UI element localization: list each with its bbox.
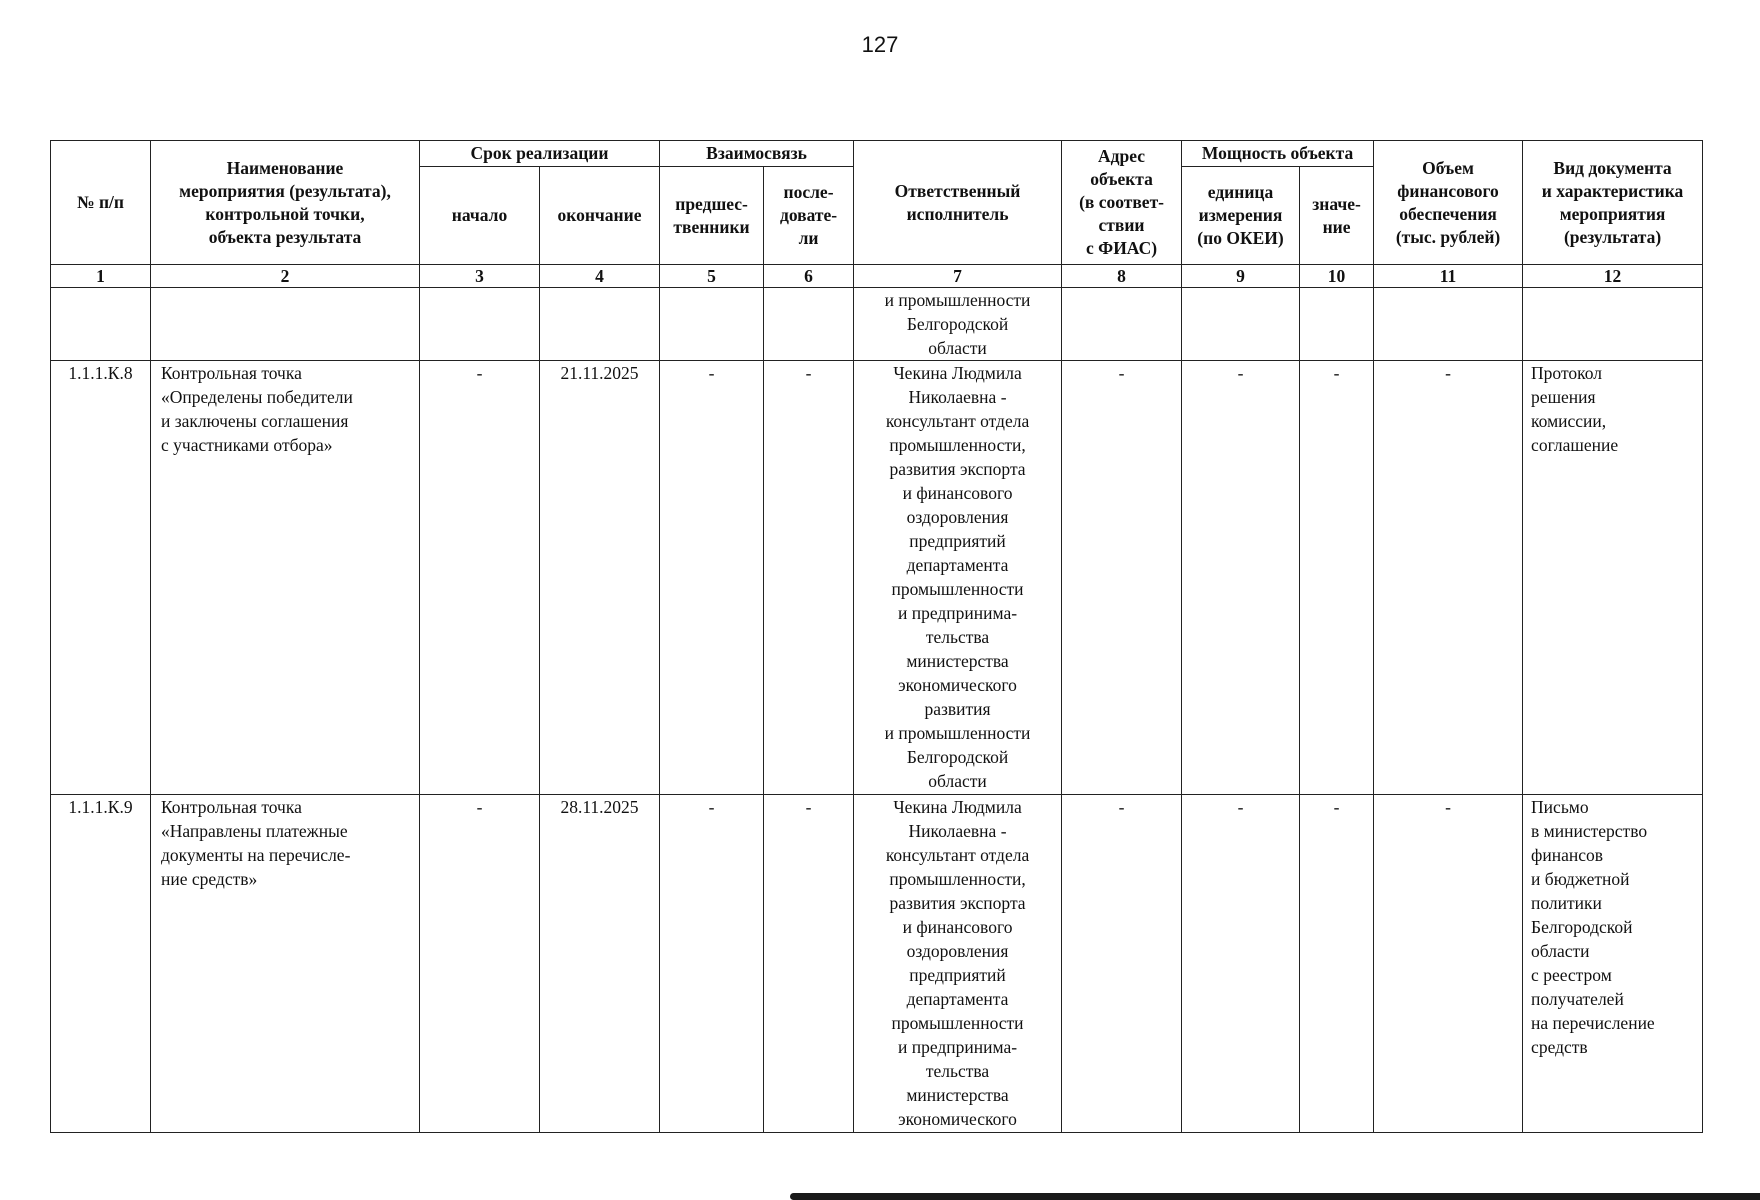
cell-name: [151, 288, 420, 361]
cell-start: [420, 288, 540, 361]
cell-successors: [764, 288, 854, 361]
column-number: 2: [151, 265, 420, 288]
header-successors: после- довате- ли: [764, 167, 854, 265]
header-power-group: Мощность объекта: [1182, 141, 1374, 167]
cell-predecessors: -: [660, 361, 764, 795]
column-number: 11: [1374, 265, 1523, 288]
cell-document: Письмо в министерство финансов и бюджетной политики Белгородской области с реестром получателей на перечисление средств: [1523, 795, 1703, 1133]
header-start: начало: [420, 167, 540, 265]
activity-plan-table: [50, 140, 1703, 1133]
header-financing: Объем финансового обеспечения (тыс. рублей): [1374, 141, 1523, 265]
cell-document: [1523, 288, 1703, 361]
cell-value: -: [1300, 795, 1374, 1133]
table-row: [51, 795, 1703, 1133]
header-predecessors: предшес- твенники: [660, 167, 764, 265]
cell-successors: -: [764, 361, 854, 795]
cell-name: Контрольная точка «Определены победители и заключены соглашения с участниками отбора»: [151, 361, 420, 795]
cell-end: 21.11.2025: [540, 361, 660, 795]
cell-name: Контрольная точка «Направлены платежные документы на перечисле- ние средств»: [151, 795, 420, 1133]
cell-num: 1.1.1.К.8: [51, 361, 151, 795]
column-number: 4: [540, 265, 660, 288]
header-value: значе- ние: [1300, 167, 1374, 265]
cell-num: [51, 288, 151, 361]
cell-financing: [1374, 288, 1523, 361]
header-document: Вид документа и характеристика мероприятия (результата): [1523, 141, 1703, 265]
header-end: окончание: [540, 167, 660, 265]
cell-address: -: [1062, 795, 1182, 1133]
cell-document: Протокол решения комиссии, соглашение: [1523, 361, 1703, 795]
table-row: [51, 361, 1703, 795]
cell-financing: -: [1374, 361, 1523, 795]
column-number: 3: [420, 265, 540, 288]
cell-successors: -: [764, 795, 854, 1133]
header-term-group: Срок реализации: [420, 141, 660, 167]
cell-start: -: [420, 361, 540, 795]
header-name: Наименование мероприятия (результата), контрольной точки, объекта результата: [151, 141, 420, 265]
cell-predecessors: -: [660, 795, 764, 1133]
column-number: 10: [1300, 265, 1374, 288]
cell-predecessors: [660, 288, 764, 361]
scan-edge-shadow: [790, 1193, 1760, 1200]
column-number: 7: [854, 265, 1062, 288]
cell-end: [540, 288, 660, 361]
cell-responsible: и промышленности Белгородской области: [854, 288, 1062, 361]
cell-end: 28.11.2025: [540, 795, 660, 1133]
column-number: 9: [1182, 265, 1300, 288]
cell-address: -: [1062, 361, 1182, 795]
cell-unit: [1182, 288, 1300, 361]
column-number: 6: [764, 265, 854, 288]
cell-value: [1300, 288, 1374, 361]
column-number-row: [51, 265, 1703, 288]
cell-address: [1062, 288, 1182, 361]
header-num: № п/п: [51, 141, 151, 265]
cell-financing: -: [1374, 795, 1523, 1133]
column-number: 8: [1062, 265, 1182, 288]
cell-start: -: [420, 795, 540, 1133]
header-address: Адрес объекта (в соответ- ствии с ФИАС): [1062, 141, 1182, 265]
cell-unit: -: [1182, 361, 1300, 795]
cell-unit: -: [1182, 795, 1300, 1133]
header-responsible: Ответственный исполнитель: [854, 141, 1062, 265]
column-number: 5: [660, 265, 764, 288]
cell-responsible: Чекина Людмила Николаевна - консультант отдела промышленности, развития экспорта и финансового оздоровления предприятий департамента промышленности и предпринима- тельства министерства экономического: [854, 795, 1062, 1133]
column-number: 1: [51, 265, 151, 288]
table-row: [51, 288, 1703, 361]
header-unit: единица измерения (по ОКЕИ): [1182, 167, 1300, 265]
cell-num: 1.1.1.К.9: [51, 795, 151, 1133]
cell-value: -: [1300, 361, 1374, 795]
header-link-group: Взаимосвязь: [660, 141, 854, 167]
column-number: 12: [1523, 265, 1703, 288]
cell-responsible: Чекина Людмила Николаевна - консультант отдела промышленности, развития экспорта и финансового оздоровления предприятий департамента промышленности и предпринима- тельства министерства экономического развития и промышленности Белгородской области: [854, 361, 1062, 795]
page-number: 127: [861, 32, 899, 57]
header-row-top: [51, 141, 1703, 167]
